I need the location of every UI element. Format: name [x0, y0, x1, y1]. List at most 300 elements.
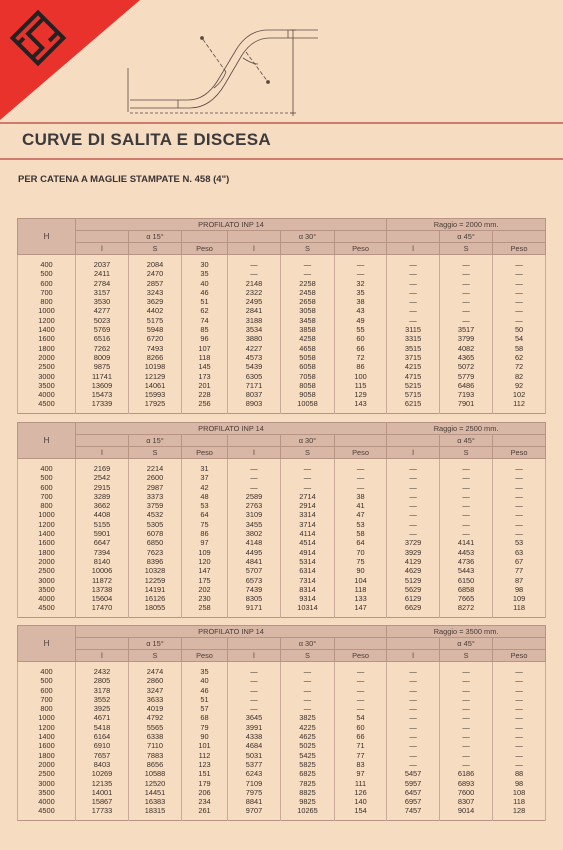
table-row — [18, 501, 546, 510]
table-cell: 3633 — [129, 695, 182, 704]
table-cell: 202 — [182, 585, 228, 594]
h-value-cell: 3000 — [18, 372, 76, 381]
table-cell: 11872 — [76, 576, 129, 585]
table-cell: 111 — [335, 779, 387, 788]
column-header-peso: Peso — [182, 650, 228, 662]
table-cell: 128 — [493, 806, 546, 820]
table-cell: 6629 — [387, 603, 440, 617]
table-cell: 53 — [182, 501, 228, 510]
table-cell: 5565 — [129, 723, 182, 732]
table-cell: 5023 — [76, 316, 129, 325]
table-cell: 2860 — [129, 676, 182, 685]
table-cell: 10269 — [76, 769, 129, 778]
table-cell: 9707 — [228, 806, 281, 820]
table-cell: — — [493, 279, 546, 288]
h-value-cell: 2000 — [18, 353, 76, 362]
h-value-cell: 3500 — [18, 788, 76, 797]
column-header-l: l — [228, 447, 281, 459]
table-cell: — — [387, 288, 440, 297]
table-cell: 8307 — [440, 797, 493, 806]
table-cell: 60 — [335, 723, 387, 732]
h-value-cell: 4500 — [18, 603, 76, 617]
table-row — [18, 788, 546, 797]
table-cell: 14061 — [129, 381, 182, 390]
table-cell: 3157 — [76, 288, 129, 297]
table-cell: 90 — [182, 732, 228, 741]
table-row — [18, 662, 546, 677]
table-cell: 7314 — [281, 576, 335, 585]
table-cell: 97 — [182, 538, 228, 547]
h-value-cell: 1800 — [18, 344, 76, 353]
table-cell: 147 — [335, 603, 387, 617]
h-value-cell: 700 — [18, 288, 76, 297]
table-cell: 6164 — [76, 732, 129, 741]
table-cell: 7493 — [129, 344, 182, 353]
table-cell: — — [387, 686, 440, 695]
h-value-cell: 4500 — [18, 806, 76, 820]
table-row — [18, 769, 546, 778]
table-cell: 6305 — [228, 372, 281, 381]
header-blank — [387, 231, 440, 243]
table-cell: — — [493, 483, 546, 492]
table-row — [18, 306, 546, 315]
table-row — [18, 797, 546, 806]
table-cell: 6129 — [387, 594, 440, 603]
table-cell: 7110 — [129, 741, 182, 750]
table-cell: 2432 — [76, 662, 129, 677]
table-cell: — — [387, 713, 440, 722]
table-cell: 6647 — [76, 538, 129, 547]
table-cell: 151 — [182, 769, 228, 778]
table-cell: 3178 — [76, 686, 129, 695]
table-cell: — — [493, 751, 546, 760]
table-cell: 11741 — [76, 372, 129, 381]
table-cell: 4148 — [228, 538, 281, 547]
table-cell: 5443 — [440, 566, 493, 575]
table-cell: 4225 — [281, 723, 335, 732]
table-cell: — — [493, 510, 546, 519]
table-cell: — — [440, 269, 493, 278]
table-cell: — — [493, 741, 546, 750]
table-cell: 5901 — [76, 529, 129, 538]
table-cell: 8272 — [440, 603, 493, 617]
table-cell: 154 — [335, 806, 387, 820]
table-cell: — — [440, 316, 493, 325]
table-cell: — — [493, 695, 546, 704]
table-row — [18, 529, 546, 538]
table-cell: 15867 — [76, 797, 129, 806]
table-cell: — — [387, 662, 440, 677]
h-column-header: H — [18, 423, 76, 459]
table-cell: — — [335, 676, 387, 685]
table-cell: 7058 — [281, 372, 335, 381]
table-cell: — — [440, 501, 493, 510]
table-cell: — — [281, 255, 335, 270]
table-cell: 3880 — [228, 334, 281, 343]
table-cell: 77 — [335, 751, 387, 760]
table-cell: 5779 — [440, 372, 493, 381]
table-cell: 2474 — [129, 662, 182, 677]
table-cell: — — [228, 695, 281, 704]
header-blank — [182, 435, 228, 447]
table-cell: 50 — [493, 325, 546, 334]
table-cell: 5948 — [129, 325, 182, 334]
table-cell: 7171 — [228, 381, 281, 390]
table-cell: 3289 — [76, 492, 129, 501]
table-row — [18, 713, 546, 722]
table-cell: 72 — [493, 362, 546, 371]
table-cell: — — [440, 510, 493, 519]
table-cell: 4141 — [440, 538, 493, 547]
table-row — [18, 594, 546, 603]
table-cell: — — [281, 662, 335, 677]
table-cell: 14191 — [129, 585, 182, 594]
table-cell: — — [493, 459, 546, 474]
table-cell: 104 — [335, 576, 387, 585]
table-cell: — — [228, 269, 281, 278]
table-cell: 4914 — [281, 548, 335, 557]
table-cell: 118 — [335, 585, 387, 594]
h-value-cell: 3500 — [18, 381, 76, 390]
table-row — [18, 603, 546, 617]
radius-header: Raggio = 3500 mm. — [387, 626, 546, 638]
table-cell: 118 — [493, 603, 546, 617]
h-value-cell: 2000 — [18, 557, 76, 566]
angle-header: α 30° — [281, 231, 335, 243]
table-cell: 4532 — [129, 510, 182, 519]
table-row — [18, 751, 546, 760]
table-cell: 68 — [182, 713, 228, 722]
table-cell: — — [387, 483, 440, 492]
table-cell: 261 — [182, 806, 228, 820]
table-row — [18, 492, 546, 501]
table-row — [18, 741, 546, 750]
table-cell: 40 — [182, 279, 228, 288]
table-cell: — — [440, 473, 493, 482]
table-cell: 2542 — [76, 473, 129, 482]
table-cell: 3991 — [228, 723, 281, 732]
table-cell: 53 — [335, 520, 387, 529]
table-cell: — — [440, 483, 493, 492]
table-cell: 108 — [493, 788, 546, 797]
table-row — [18, 255, 546, 270]
table-cell: — — [493, 288, 546, 297]
table-cell: 2589 — [228, 492, 281, 501]
h-value-cell: 2000 — [18, 760, 76, 769]
table-cell: 2784 — [76, 279, 129, 288]
table-cell: — — [493, 732, 546, 741]
table-cell: 62 — [493, 353, 546, 362]
table-cell: 46 — [182, 288, 228, 297]
table-cell: 5707 — [228, 566, 281, 575]
table-cell: 4227 — [228, 344, 281, 353]
table-cell: 4671 — [76, 713, 129, 722]
table-cell: 10314 — [281, 603, 335, 617]
table-row — [18, 576, 546, 585]
h-value-cell: 4000 — [18, 390, 76, 399]
table-cell: — — [440, 279, 493, 288]
table-cell: 6078 — [129, 529, 182, 538]
page-subtitle: PER CATENA A MAGLIE STAMPATE N. 458 (4") — [18, 174, 230, 185]
h-value-cell: 2500 — [18, 769, 76, 778]
column-header-l: l — [228, 243, 281, 255]
table-cell: 49 — [335, 316, 387, 325]
profile-header: PROFILATO INP 14 — [76, 626, 387, 638]
table-cell: 58 — [493, 344, 546, 353]
table-cell: 120 — [182, 557, 228, 566]
header-blank — [182, 638, 228, 650]
table-cell: 3799 — [440, 334, 493, 343]
table-cell: — — [387, 723, 440, 732]
table-cell: 4658 — [281, 344, 335, 353]
table-cell: 6058 — [281, 362, 335, 371]
column-header-s: S — [440, 650, 493, 662]
table-cell: 4277 — [76, 306, 129, 315]
table-cell: 30 — [182, 255, 228, 270]
table-cell: 62 — [182, 306, 228, 315]
table-cell: — — [440, 306, 493, 315]
table-cell: 5425 — [281, 751, 335, 760]
table-cell: 7975 — [228, 788, 281, 797]
table-cell: 228 — [182, 390, 228, 399]
table-cell: — — [335, 662, 387, 677]
table-cell: — — [440, 741, 493, 750]
table-cell: 17925 — [129, 399, 182, 413]
h-value-cell: 500 — [18, 676, 76, 685]
table-cell: — — [387, 492, 440, 501]
table-cell: 2658 — [281, 297, 335, 306]
table-cell: — — [387, 255, 440, 270]
table-cell: 3552 — [76, 695, 129, 704]
h-value-cell: 1600 — [18, 334, 76, 343]
h-value-cell: 4000 — [18, 797, 76, 806]
table-cell: 7883 — [129, 751, 182, 760]
table-cell: 126 — [335, 788, 387, 797]
table-cell: 3314 — [281, 510, 335, 519]
table-cell: — — [228, 704, 281, 713]
h-value-cell: 2500 — [18, 566, 76, 575]
table-cell: 3729 — [387, 538, 440, 547]
h-value-cell: 1000 — [18, 510, 76, 519]
table-cell: 88 — [493, 769, 546, 778]
data-table-3 — [17, 625, 546, 821]
table-cell: 35 — [335, 288, 387, 297]
table-cell: 2914 — [281, 501, 335, 510]
table-cell: — — [387, 732, 440, 741]
table-cell: 3188 — [228, 316, 281, 325]
table-cell: 4258 — [281, 334, 335, 343]
table-cell: 97 — [335, 769, 387, 778]
column-header-peso: Peso — [335, 650, 387, 662]
table-cell: 13738 — [76, 585, 129, 594]
table-cell: 8841 — [228, 797, 281, 806]
table-cell: 16126 — [129, 594, 182, 603]
table-cell: 8140 — [76, 557, 129, 566]
table-cell: 3534 — [228, 325, 281, 334]
profile-header: PROFILATO INP 14 — [76, 219, 387, 231]
table-cell: 173 — [182, 372, 228, 381]
table-cell: 230 — [182, 594, 228, 603]
table-cell: 2857 — [129, 279, 182, 288]
table-cell: — — [493, 473, 546, 482]
table-cell: — — [387, 751, 440, 760]
table-cell: 8396 — [129, 557, 182, 566]
table-cell: 6150 — [440, 576, 493, 585]
table-cell: — — [440, 676, 493, 685]
table-cell: 5825 — [281, 760, 335, 769]
table-cell: 2805 — [76, 676, 129, 685]
table-cell: 10265 — [281, 806, 335, 820]
table-cell: 5175 — [129, 316, 182, 325]
table-cell: — — [228, 255, 281, 270]
table-cell: 12135 — [76, 779, 129, 788]
column-header-l: l — [228, 650, 281, 662]
h-value-cell: 1000 — [18, 306, 76, 315]
h-value-cell: 1200 — [18, 723, 76, 732]
table-cell: 14001 — [76, 788, 129, 797]
table-cell: 54 — [335, 713, 387, 722]
table-cell: — — [493, 306, 546, 315]
table-cell: 8903 — [228, 399, 281, 413]
column-header-peso: Peso — [335, 243, 387, 255]
table-row — [18, 353, 546, 362]
column-header-s: S — [129, 650, 182, 662]
page-title: CURVE DI SALITA E DISCESA — [22, 130, 271, 149]
angle-header: α 45° — [440, 231, 493, 243]
table-cell: — — [440, 297, 493, 306]
table-row — [18, 566, 546, 575]
h-value-cell: 1800 — [18, 548, 76, 557]
table-cell: 112 — [493, 399, 546, 413]
table-cell: — — [335, 483, 387, 492]
table-cell: 5418 — [76, 723, 129, 732]
table-cell: 8266 — [129, 353, 182, 362]
h-value-cell: 700 — [18, 492, 76, 501]
h-value-cell: 600 — [18, 686, 76, 695]
table-cell: — — [493, 662, 546, 677]
table-cell: — — [493, 723, 546, 732]
column-header-peso: Peso — [182, 243, 228, 255]
table-cell: — — [493, 520, 546, 529]
table-cell: 4715 — [387, 372, 440, 381]
table-cell: 3455 — [228, 520, 281, 529]
table-cell: — — [440, 695, 493, 704]
table-cell: 4019 — [129, 704, 182, 713]
header-blank — [335, 231, 387, 243]
table-row — [18, 316, 546, 325]
table-cell: — — [387, 269, 440, 278]
table-row — [18, 760, 546, 769]
table-row — [18, 269, 546, 278]
table-cell: — — [440, 288, 493, 297]
table-cell: 86 — [335, 362, 387, 371]
table-cell: 123 — [182, 760, 228, 769]
table-cell: 8009 — [76, 353, 129, 362]
table-cell: — — [281, 686, 335, 695]
table-row — [18, 473, 546, 482]
table-cell: 9314 — [281, 594, 335, 603]
table-cell: — — [493, 529, 546, 538]
column-header-l: l — [76, 447, 129, 459]
table-cell: 42 — [182, 483, 228, 492]
table-cell: 5129 — [387, 576, 440, 585]
table-cell: 4629 — [387, 566, 440, 575]
table-cell: 6573 — [228, 576, 281, 585]
table-cell: 3315 — [387, 334, 440, 343]
table-cell: 7262 — [76, 344, 129, 353]
table-cell: 17733 — [76, 806, 129, 820]
table-cell: — — [335, 255, 387, 270]
header-blank — [387, 638, 440, 650]
table-cell: 2258 — [281, 279, 335, 288]
table-row — [18, 362, 546, 371]
table-cell: 4495 — [228, 548, 281, 557]
table-cell: — — [387, 473, 440, 482]
table-cell: 7825 — [281, 779, 335, 788]
table-cell: 16383 — [129, 797, 182, 806]
column-header-s: S — [281, 447, 335, 459]
table-cell: — — [440, 662, 493, 677]
table-cell: 4573 — [228, 353, 281, 362]
table-cell: — — [387, 529, 440, 538]
angle-header: α 15° — [129, 435, 182, 447]
table-row — [18, 732, 546, 741]
h-value-cell: 1600 — [18, 741, 76, 750]
table-cell: 79 — [182, 723, 228, 732]
table-cell: 38 — [335, 297, 387, 306]
h-value-cell: 3000 — [18, 779, 76, 788]
table-cell: — — [387, 297, 440, 306]
table-cell: 3530 — [76, 297, 129, 306]
table-cell: — — [493, 316, 546, 325]
table-cell: 102 — [493, 390, 546, 399]
table-cell: 5155 — [76, 520, 129, 529]
h-value-cell: 1400 — [18, 529, 76, 538]
table-cell: — — [228, 676, 281, 685]
table-row — [18, 695, 546, 704]
table-cell: 55 — [335, 325, 387, 334]
table-cell: — — [228, 483, 281, 492]
table-cell: 129 — [335, 390, 387, 399]
table-cell: — — [387, 695, 440, 704]
table-cell: — — [281, 704, 335, 713]
table-cell: — — [387, 520, 440, 529]
table-cell: 4684 — [228, 741, 281, 750]
header-blank — [335, 638, 387, 650]
table-cell: 5377 — [228, 760, 281, 769]
data-table-2 — [17, 422, 546, 618]
table-cell: 74 — [182, 316, 228, 325]
table-cell: 92 — [493, 381, 546, 390]
table-cell: 107 — [182, 344, 228, 353]
table-cell: 175 — [182, 576, 228, 585]
table-cell: 9171 — [228, 603, 281, 617]
table-cell: 6215 — [387, 399, 440, 413]
table-row — [18, 723, 546, 732]
table-cell: 2841 — [228, 306, 281, 315]
table-cell: 7193 — [440, 390, 493, 399]
h-value-cell: 400 — [18, 255, 76, 270]
table-row — [18, 325, 546, 334]
table-cell: 3714 — [281, 520, 335, 529]
table-cell: — — [440, 760, 493, 769]
table-row — [18, 585, 546, 594]
table-cell: 87 — [493, 576, 546, 585]
table-cell: 7901 — [440, 399, 493, 413]
header-blank — [228, 231, 281, 243]
table-cell: — — [493, 501, 546, 510]
table-cell: 60 — [335, 334, 387, 343]
